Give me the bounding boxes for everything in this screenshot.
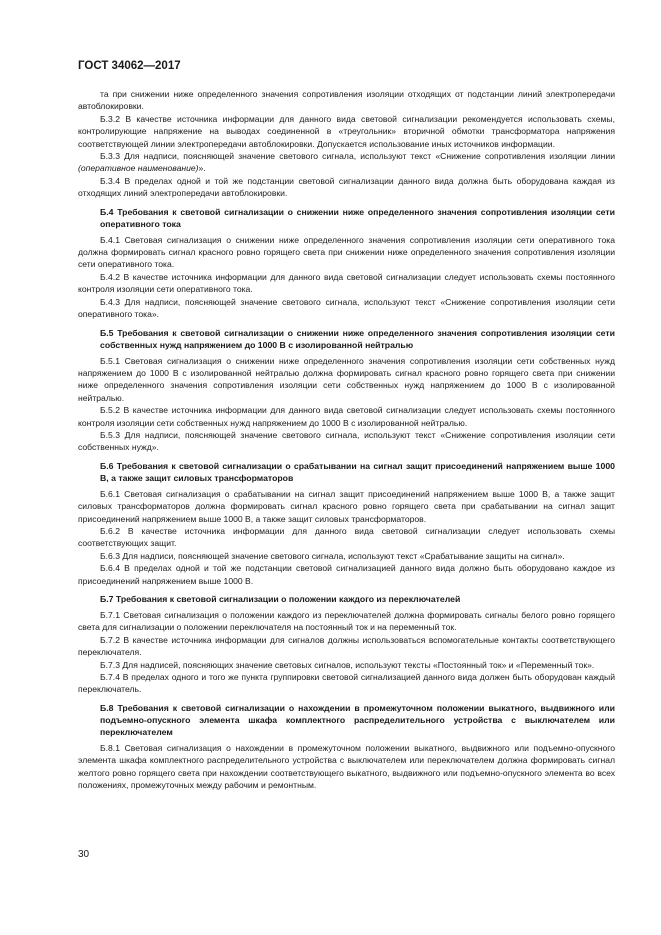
document-header: ГОСТ 34062—2017: [78, 60, 181, 72]
paragraph: Б.7.2 В качестве источника информации для сигналов должны использоваться вспомогательные контакты соответствующего переключателя.: [78, 634, 615, 658]
paragraph: Б.4.3 Для надписи, поясняющей значение светового сигнала, используют текст «Снижение сопротивления изоляции сети оперативного тока».: [78, 296, 615, 320]
paragraph: Б.7.4 В пределах одного и того же пункта группировки световой сигнализацией данного вида должен быть оборудован каждый переключатель.: [78, 672, 615, 695]
section-heading: Б.7 Требования к световой сигнализации о положении каждого из переключателей: [100, 594, 461, 604]
paragraph-italic-text: (оперативное наименование): [78, 163, 199, 174]
section-heading: Б.5 Требования к световой сигнализации о снижении ниже определенного значения сопротивления изоляции сети собственных нужд напряжением до 1000 В с изолированной нейтралью: [100, 327, 615, 350]
paragraph: Б.8.1 Световая сигнализация о нахождении в промежуточном положении выкатного, выдвижного или подъемно-опускного элемента шкафа комплектного распределительного устройства с выключателем или переключателем должна формировать сигнал желтого ровно горящего света при нахождении соответствующего выкатного, выдвижного или подъемно-опускного элемента во всех положениях, промежуточных между рабочим и ремонтным.: [78, 742, 615, 791]
paragraph: Б.3.2 В качестве источника информации для данного вида световой сигнализации рекомендуется использовать схемы, контролирующие напряжение на выводах соединенной в «треугольник» вторичной обмотки трансформатора напряжения соответствующей линии электропередачи автоблокировки. Допускается использование иных источников информации.: [78, 113, 615, 149]
section-heading: Б.4 Требования к световой сигнализации о снижении ниже определенного значения сопротивления изоляции сети оперативного тока: [100, 206, 615, 229]
paragraph: Б.7.3 Для надписей, поясняющих значение световых сигналов, используют тексты «Постоянный ток» и «Переменный ток».: [100, 659, 595, 670]
document-body: [78, 88, 615, 791]
paragraph: та при снижении ниже определенного значения сопротивления изоляции отходящих от подстанции линий электропередачи автоблокировки.: [78, 89, 615, 112]
paragraph: Б.3.4 В пределах одной и той же подстанции световой сигнализации данного вида должна быть оборудована каждая из отходящих линий электропередачи автоблокировки.: [78, 175, 615, 199]
paragraph-text: Б.3.3 Для надписи, поясняющей значение светового сигнала, используют текст «Снижение сопротивления изоляции линии: [100, 151, 615, 162]
paragraph: Б.5.2 В качестве источника информации для данного вида световой сигнализации следует использовать схемы постоянного контроля изоляции сети собственных нужд напряжением до 1000 В с изолированной нейтралью.: [78, 405, 615, 428]
paragraph: Б.6.1 Световая сигнализация о срабатывании на сигнал защит присоединений напряжением выше 1000 В, а также защит силовых трансформаторов должна формировать сигнал красного ровно горящего света при срабатывании на сигнал защит присоединений напряжением выше 1000 В, а также защит силовых трансформаторов.: [78, 488, 615, 524]
paragraph: Б.4.1 Световая сигнализация о снижении ниже определенного значения сопротивления изоляции сети оперативного тока должна формировать сигнал красного ровно горящего света при снижении ниже определенного значения сопротивления изоляции сети оперативного тока.: [78, 234, 615, 270]
paragraph-text-end: ».: [198, 163, 206, 174]
paragraph: Б.7.1 Световая сигнализация о положении каждого из переключателей должна формировать сигналы белого ровно горящего света для сигнализации о положении переключателя на постоянный ток и на переменный ток.: [78, 610, 615, 633]
section-heading: Б.6 Требования к световой сигнализации о срабатывании на сигнал защит присоединений напряжением выше 1000 В, а также защит силовых трансформаторов: [100, 460, 615, 483]
paragraph: Б.4.2 В качестве источника информации для данного вида световой сигнализации следует использовать схемы постоянного контроля изоляции сети оперативного тока.: [78, 271, 615, 295]
page-number: 30: [78, 849, 90, 860]
paragraph: Б.6.2 В качестве источника информации для данного вида световой сигнализации следует использовать схемы соответствующих защит.: [78, 525, 615, 549]
paragraph: Б.5.3 Для надписи, поясняющей значение светового сигнала, используют текст «Снижение сопротивления изоляции сети собственных нужд».: [78, 429, 615, 453]
paragraph: [78, 150, 615, 175]
paragraph: Б.6.4 В пределах одной и той же подстанции световой сигнализацией данного вида должно быть оборудовано каждое из присоединений напряжением выше 1000 В.: [78, 563, 615, 586]
paragraph: Б.5.1 Световая сигнализация о снижении ниже определенного значения сопротивления изоляции сети собственных нужд напряжением до 1000 В с изолированной нейтралью должна формировать сигнал красного ровно горящего света при снижении ниже определенного значения сопротивления изоляции сети собственных нужд напряжением до 1000 В с изолированной нейтралью.: [78, 355, 615, 403]
paragraph: Б.6.3 Для надписи, поясняющей значение светового сигнала, используют текст «Срабатывание защиты на сигнал».: [100, 550, 565, 561]
section-heading: Б.8 Требования к световой сигнализации о нахождении в промежуточном положении выкатного, выдвижного или подъемно-опускного элемента шкафа комплектного распределительного устройства с выключателем или переключателем: [100, 702, 615, 737]
